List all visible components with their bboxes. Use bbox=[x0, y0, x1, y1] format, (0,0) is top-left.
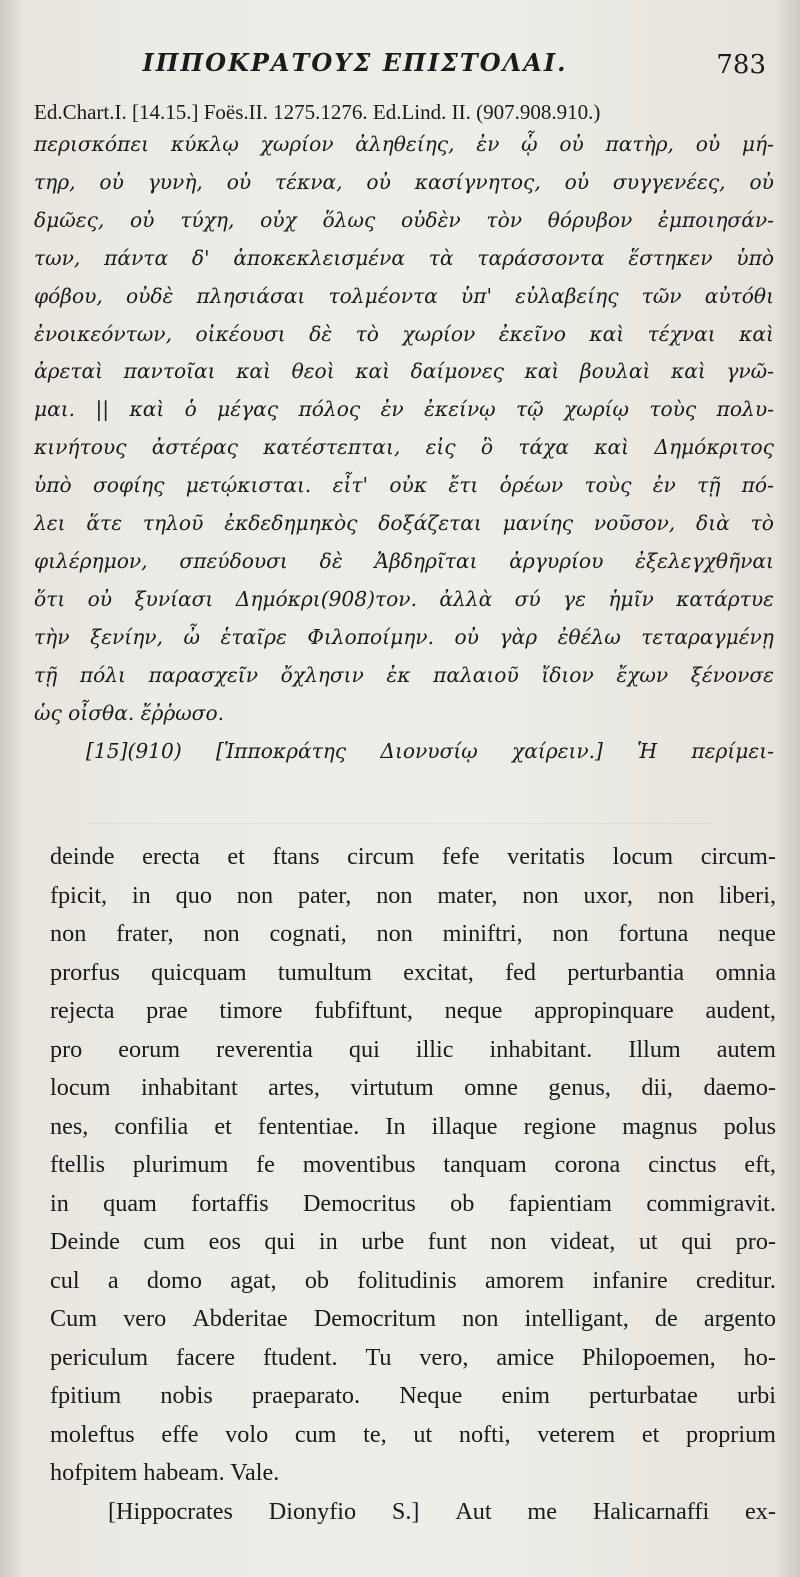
latin-text-line: rejecta prae timore fubfiftunt, neque appropinquare audent, bbox=[50, 997, 776, 1024]
latin-text-line: fpitium nobis praeparato. Neque enim perturbatae urbi bbox=[50, 1382, 776, 1409]
greek-text-line: ὅτι οὐ ξυνίασι Δημόκρι(908)τον. ἀλλὰ σύ γε ἡμῖν κατάρτυε bbox=[34, 586, 774, 611]
page-number: 783 bbox=[716, 50, 766, 80]
column-divider bbox=[90, 823, 710, 824]
latin-text-block bbox=[50, 838, 776, 1531]
greek-text-line: [15](910) [Ἱπποκράτης Διονυσίῳ χαίρειν.] Ἡ περίμει- bbox=[86, 738, 774, 763]
latin-text-line: deinde erecta et ftans circum fefe veritatis locum circum- bbox=[50, 843, 776, 870]
greek-text-line: κινήτους ἀστέρας κατέστεπται, εἰς ὃ τάχα καὶ Δημόκριτος bbox=[34, 435, 774, 460]
greek-text-line: τὴν ξενίην, ὦ ἑταῖρε Φιλοποίμην. οὐ γὰρ ἐθέλω τεταραγμένῃ bbox=[34, 624, 774, 649]
latin-text-line: hofpitem habeam. Vale. bbox=[50, 1459, 280, 1486]
latin-text-line: cul a domo agat, ob folitudinis amorem infanire creditur. bbox=[50, 1266, 776, 1294]
greek-text-line: τηρ, οὐ γυνὴ, οὐ τέκνα, οὐ κασίγνητος, οὐ συγγενέες, οὐ bbox=[34, 169, 774, 194]
greek-text-block bbox=[34, 126, 774, 770]
latin-text-line: [Hippocrates Dionyfio S.] Aut me Halicarnaffi ex- bbox=[108, 1497, 776, 1525]
greek-text-line: ὑπὸ σοφίης μετῴκισται. εἶτ' οὐκ ἔτι ὁρέων τοὺς ἐν τῇ πό- bbox=[34, 473, 774, 498]
latin-text-line: prorfus quicquam tumultum excitat, fed perturbantia omnia bbox=[50, 958, 776, 986]
greek-text-line: φιλέρημον, σπεύδουσι δὲ Ἀβδηρῖται ἀργυρίου ἐξελεγχθῆναι bbox=[34, 548, 774, 573]
greek-text-line: τῇ πόλι παρασχεῖν ὄχλησιν ἐκ παλαιοῦ ἴδιον ἔχων ξένονσε bbox=[34, 662, 774, 687]
latin-text-line: periculum facere ftudent. Tu vero, amice Philopoemen, ho- bbox=[50, 1343, 776, 1371]
greek-text-line: περισκόπει κύκλῳ χωρίον ἀληθείης, ἐν ᾧ οὐ πατὴρ, οὐ μή- bbox=[34, 132, 774, 156]
latin-text-line: ftellis plurimum fe moventibus tanquam corona cinctus eft, bbox=[50, 1151, 776, 1178]
latin-text-line: Cum vero Abderitae Democritum non intelligant, de argento bbox=[50, 1305, 776, 1332]
latin-text-line: pro eorum reverentia qui illic inhabitant. Illum autem bbox=[50, 1035, 776, 1063]
greek-text-line: ἀρεταὶ παντοῖαι καὶ θεοὶ καὶ δαίμονες καὶ βουλαὶ καὶ γνῶ- bbox=[34, 359, 774, 384]
latin-text-line: Deinde cum eos qui in urbe funt non videat, ut qui pro- bbox=[50, 1228, 776, 1255]
greek-text-line: ἐνοικεόντων, οἰκέουσι δὲ τὸ χωρίον ἐκεῖνο καὶ τέχναι καὶ bbox=[34, 321, 774, 346]
latin-text-line: in quam fortaffis Democritus ob fapientiam commigravit. bbox=[50, 1189, 776, 1217]
edition-reference: Ed.Chart.I. [14.15.] Foës.II. 1275.1276. Ed.Lind. II. (907.908.910.) bbox=[34, 100, 601, 124]
greek-text-line: δμῶες, οὐ τύχη, οὐχ ὅλως οὐδὲν τὸν θόρυβον ἐμποιησάν- bbox=[34, 207, 774, 232]
greek-text-line: μαι. || καὶ ὁ μέγας πόλος ἐν ἐκείνῳ τῷ χωρίῳ τοὺς πολυ- bbox=[34, 397, 774, 422]
latin-text-line: nes, confilia et fententiae. In illaque regione magnus polus bbox=[50, 1112, 776, 1140]
latin-text-line: fpicit, in quo non pater, non mater, non uxor, non liberi, bbox=[50, 881, 776, 909]
latin-text-line: moleftus effe volo cum te, ut nofti, veterem et proprium bbox=[50, 1420, 776, 1448]
greek-text-line: λει ἅτε τηλοῦ ἐκδεδημηκὸς δοξάζεται μανίης νοῦσον, διὰ τὸ bbox=[34, 511, 774, 536]
latin-text-line: non frater, non cognati, non miniftri, non fortuna neque bbox=[50, 920, 776, 947]
greek-text-line: φόβου, οὐδὲ πλησιάσαι τολμέοντα ὑπ' εὐλαβείης τῶν αὐτόθι bbox=[34, 283, 774, 308]
latin-text-line: locum inhabitant artes, virtutum omne genus, dii, daemo- bbox=[50, 1074, 776, 1101]
greek-text-line: ὡς οἶσθα. ἔῤῥωσο. bbox=[34, 700, 225, 725]
running-header-title: ΙΠΠΟΚΡΑΤΟΥΣ ΕΠΙΣΤΟΛΑΙ. bbox=[142, 48, 568, 77]
greek-text-line: των, πάντα δ' ἀποκεκλεισμένα τὰ ταράσσοντα ἕστηκεν ὑπὸ bbox=[34, 245, 774, 270]
